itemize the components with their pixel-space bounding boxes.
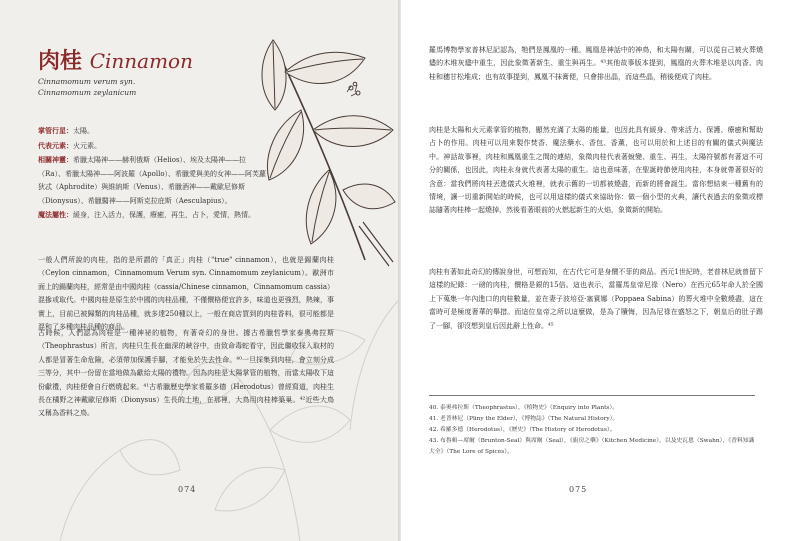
property-magic: 魔法屬性：緩身，注入活力，保護，療癒，再生，占卜，愛情，熱情。 [38, 210, 255, 219]
latin-line: Cinnamomum verum syn. [38, 77, 136, 86]
footnote: 41. 老普林尼（Pliny the Elder），《博物誌》（The Natural History）。 [429, 416, 619, 422]
title-chinese: 肉桂 [38, 48, 83, 74]
footnote-divider [429, 395, 755, 396]
right-page [401, 0, 799, 541]
footnote: 40. 泰奧弗拉斯（Theophrastus），《植物史》（Enquiry into Plants）。 [429, 405, 619, 411]
body-paragraph: 肉桂有著如此奇幻的傳說身世，可想而知，在古代它可是身價不菲的商品。西元1世紀時，老普林尼就曾留下這樣的紀錄：一磅的肉桂，價格是銀的15倍。這也表示，當羅馬皇帝尼祿（Nero）在西元65年命人於全國上下蒐集一年內進口的肉桂數量，並在妻子波培亞·塞賓娜（Poppaea Sabina）的葬火堆中全數燒盡，這在當時可是極度奢華的舉措。而這位皇帝之所以這麼做，是為了贖悔，因為尼祿在盛怒之下，朝皇后的肚子踢了一腳，卻沒想到皇后因此辭上性命。⁴⁵ [429, 268, 763, 330]
body-paragraph: 一般人們所說的肉桂，指的是所謂的「真正」肉桂（"true" cinnamon），也就是錫蘭肉桂（Ceylon cinnamon，Cinnamomum Verum syn. Cinnamomum zeylanicum）。歐洲市面上的錫蘭肉桂，經常是由中國肉桂（cassia/Chinese cinnamon，Cinnamomum cassia）混摻或取代。中國肉桂是原生於中國的肉桂品種，不僅價格便宜許多，味道也更強烈，熱辣，事實上，目前已被歸類的肉桂品種，就多達250種以上，一般在商店買到的肉桂香料，很可能都是混和了多種肉桂品種的商品。 [38, 256, 334, 332]
footnotes [429, 403, 759, 458]
page-number: 075 [569, 485, 588, 494]
footnote: 43. 布魯頓—席爾（Brunton-Seal）與席爾（Seal），《廚房之藥》（Kitchen Medicine），以及史瓦恩（Swahn），《香料知識大全》（The Lore of Spices）。 [429, 438, 755, 455]
left-page [0, 0, 399, 541]
title-english: Cinnamon [89, 49, 193, 73]
latin-name [38, 76, 136, 98]
properties-list [38, 124, 268, 223]
body-paragraph: 肉桂是太陽和火元素掌管的植物，顯然充滿了太陽的能量，也因此具有緩身、帶來活力、保護、療癒和幫助占卜的作用。肉桂可以用來製作焚香、魔法藥水、香包、香薰，也可以用於和上述目的有關的儀式與魔法中。神話故事裡，肉桂和鳳凰重生之間的連結，象徵肉桂代表著蛻變、重生、再生，太陽符號都有著這不可分的關係，也因此，肉桂永身就代表著太陽的重生。這也意味著，在聖誕時節使用肉桂，本身就帶著很好的含意：當我們將肉桂丟進儀式火堆裡，就表示舊的一切都被燒盡，而新的將會誕生。當你想結束一種舊有的情境，讓一切重新開始的時候，也可以用這樣的儀式來協助你：做一個小型的火典，讓代表過去的象徵或標誌隨著肉桂棒一起燒掉，然後看著眼前的火燃起新生的火焰，象徵新的開始。 [429, 126, 763, 215]
latin-line: Cinnamomum zeylanicum [38, 88, 137, 97]
page-number: 074 [178, 485, 197, 494]
body-paragraph: 古時候，人們認為肉桂是一種神祕的植物，有著奇幻的身世。據古希臘哲學家泰奧弗拉斯（Theophrastus）所言，肉桂只生長在幽深的峽谷中，由致命毒蛇看守，因此繼收採入取材的人都是冒著生命危險，必須帶加保護手腳，才能免於失去性命。⁴⁰一旦採集到肉桂，會立刻分成三等分，其中一份留在當地做為獻給太陽的禮物。因為肉桂是太陽掌管的植物，而當太陽收下這份獻禮，肉桂便會自行燃燒起來。⁴¹古希臘歷史學家希羅多德（Herodotus）曾經寫道，肉桂生長在橘野之神戴歐尼修斯（Dionysus）生長的土地，在那裡，大鳥用肉桂棒築巢。⁴²近些大鳥又稱為香料之鳥。 [38, 329, 334, 418]
page-title [38, 44, 193, 75]
cinnamon-branch-illustration [255, 30, 399, 270]
property-planet: 掌管行星：太陽。 [38, 126, 94, 135]
property-deities: 相關神靈：希臘太陽神——赫利俄斯（Helios）、埃及太陽神——拉（Ra）、希臘太陽神——阿波羅（Apollo）、希臘愛與美的女神——阿芙蘿狄忒（Aphrodite）與維納斯（Venus）、希臘酒神——戴歐尼修斯（Dionysus）、希臘醫神——阿斯克拉庇斯（Aesculapius）。 [38, 155, 267, 205]
body-paragraph: 羅馬博物學家普林尼記認為，牠們是鳳凰的一種。鳳凰是神話中的神鳥，和太陽有關，可以從自己被火葬燒燼的木堆灰燼中重生，因此象徵著新生、重生與再生。⁴³其他故事版本提到，鳳凰的火葬木堆是以肉香、肉桂和穗甘松堆成；也有故事提到，鳳凰不抹膏便，只會排出晶，而這些晶，稍後便成了肉桂。 [429, 46, 763, 81]
footnote: 42. 希羅多德（Herodotus），《歷史》（The History of Herodotus）。 [429, 427, 616, 433]
property-element: 代表元素：火元素。 [38, 140, 101, 150]
